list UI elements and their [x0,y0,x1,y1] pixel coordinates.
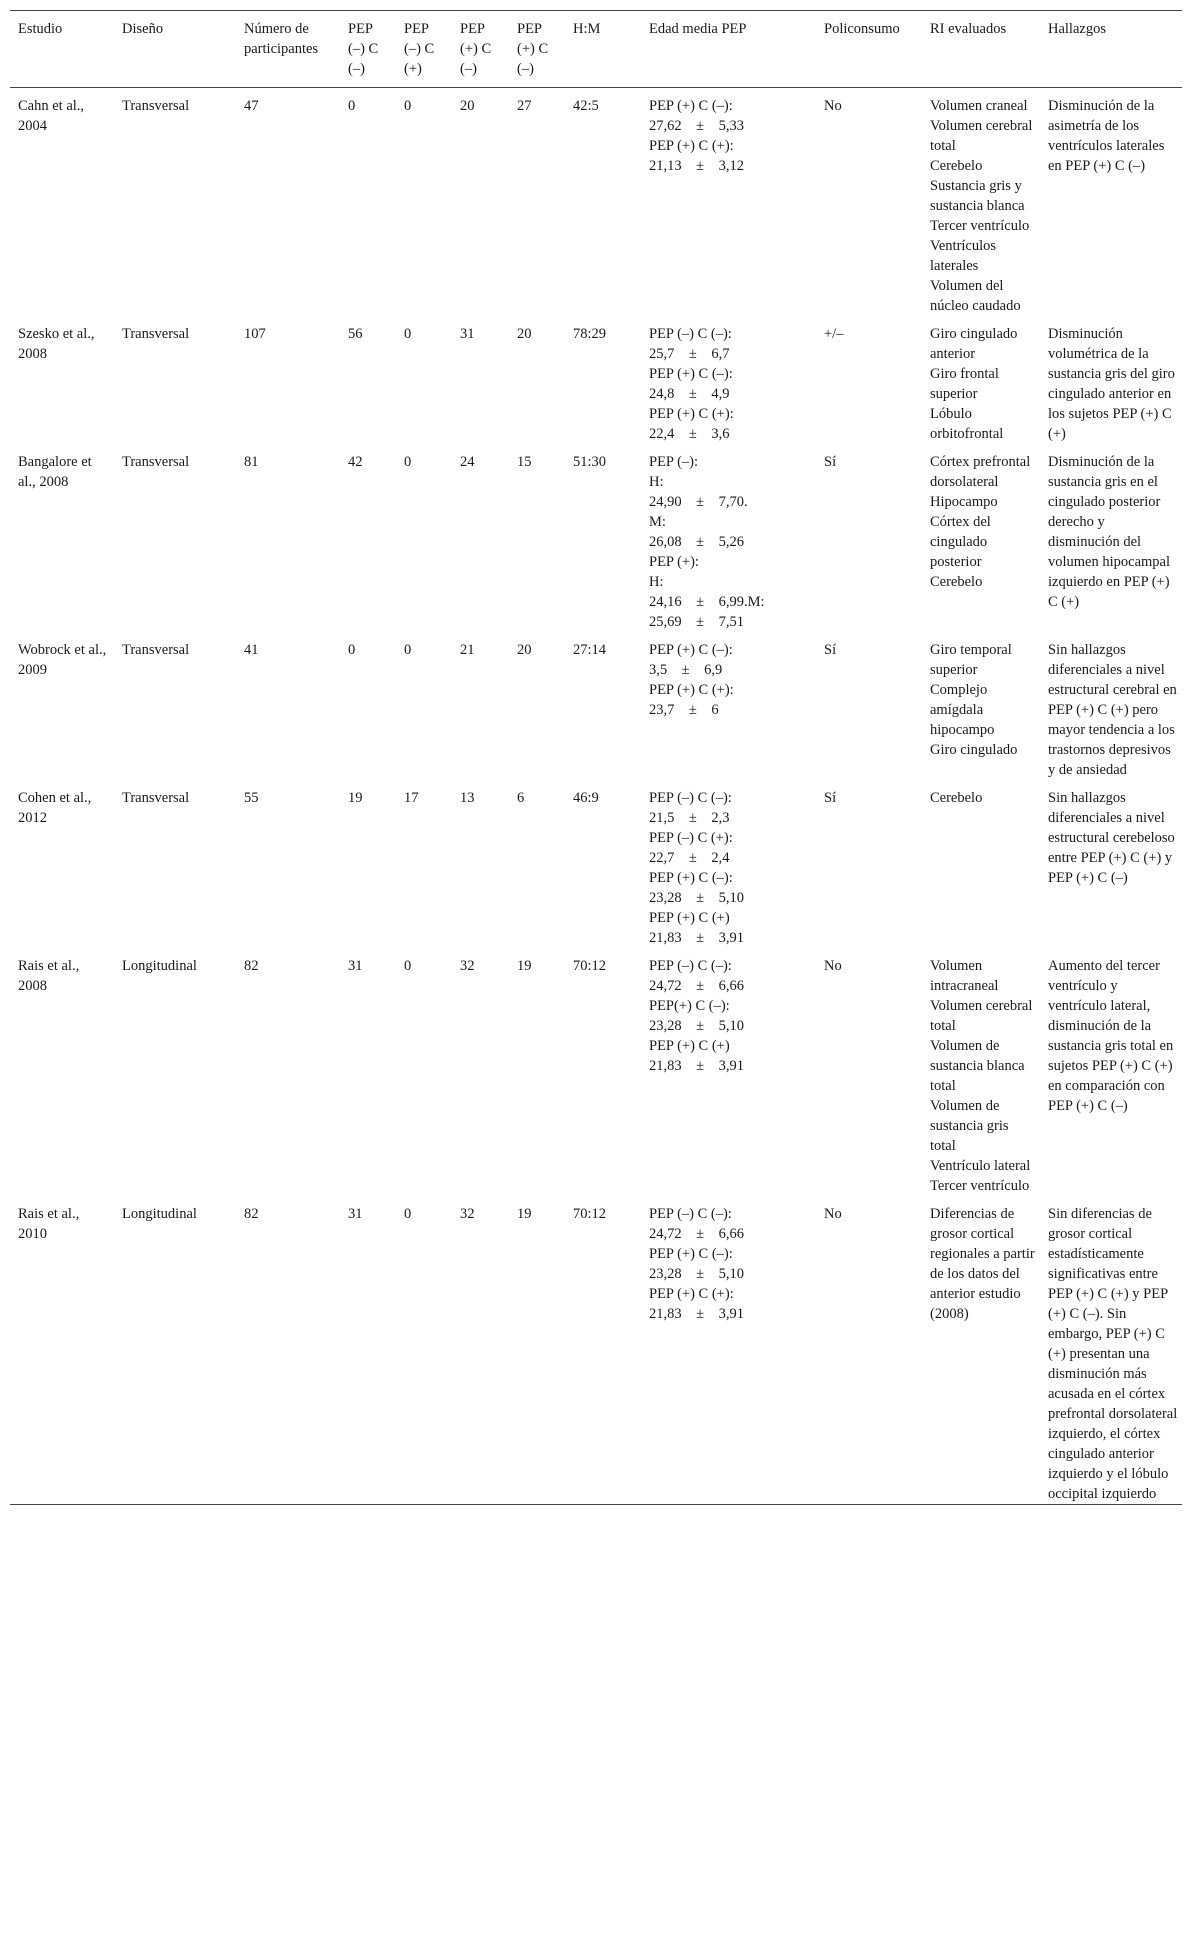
table-row [10,88,1182,317]
age-line: 27,62 ± 5,33 [649,118,744,134]
count-cell: 31 [348,958,363,974]
region-item: Volumen de sustancia blanca total [930,1038,1025,1094]
mean-age-cell [641,316,816,444]
sex-ratio-cell: 78:29 [573,326,607,342]
participants-cell: 107 [244,326,266,342]
table-row [10,632,1182,780]
age-line: PEP (+) C (+): [649,138,734,154]
age-line: PEP (+) C (+): [649,406,734,422]
count-cell: 20 [460,98,475,114]
count-cell: 17 [404,790,419,806]
column-header: PEP (–) C (+) [404,21,435,77]
table-body [10,88,1182,1505]
count-cell: 31 [348,1206,363,1222]
count-cell: 42 [348,454,363,470]
study-cell: Rais et al., 2008 [18,958,80,994]
age-line: 25,7 ± 6,7 [649,346,730,362]
polyconsumption-cell: Sí [824,454,837,470]
participants-cell: 41 [244,642,259,658]
age-line: 24,72 ± 6,66 [649,1226,744,1242]
polyconsumption-cell: No [824,958,842,974]
age-line: 21,83 ± 3,91 [649,930,744,946]
count-cell: 0 [404,326,412,342]
column-header: PEP (+) C (–) [460,21,492,77]
age-line: 22,4 ± 3,6 [649,426,730,442]
findings-cell: Sin hallazgos diferenciales a nivel estructural cerebeloso entre PEP (+) C (+) y PEP (+) C (–) [1048,790,1175,886]
regions-evaluated-cell [922,632,1040,780]
age-line: PEP (+) C (+): [649,682,734,698]
age-line: 3,5 ± 6,9 [649,662,723,678]
age-line: 25,69 ± 7,51 [649,614,744,630]
sex-ratio-cell: 70:12 [573,958,607,974]
age-line: 21,5 ± 2,3 [649,810,730,826]
age-line: 24,16 ± 6,99.M: [649,594,765,610]
table-row [10,316,1182,444]
region-item: Volumen del núcleo caudado [930,278,1021,314]
count-cell: 19 [517,958,532,974]
participants-cell: 47 [244,98,259,114]
mean-age-cell [641,444,816,632]
study-cell: Szesko et al., 2008 [18,326,95,362]
region-item: Giro frontal superior [930,366,999,402]
age-line: 23,28 ± 5,10 [649,890,744,906]
region-item: Sustancia gris y sustancia blanca [930,178,1025,214]
sex-ratio-cell: 42:5 [573,98,599,114]
column-header: Número de participantes [244,21,319,57]
findings-cell: Aumento del tercer ventrículo y ventrículo lateral, disminución de la sustancia gris total en sujetos PEP (+) C (+) en comparación con PEP (+) C (–) [1048,958,1174,1114]
design-cell: Transversal [122,454,190,470]
region-item: Volumen craneal [930,98,1028,114]
age-line: PEP (–) C (–): [649,1206,732,1222]
age-line: PEP (+) C (–): [649,642,733,658]
findings-cell: Disminución de la sustancia gris en el cingulado posterior derecho y disminución del volumen hipocampal izquierdo en PEP (+) C (+) [1048,454,1171,610]
count-cell: 31 [460,326,475,342]
regions-evaluated-cell [922,1196,1040,1505]
region-item: Cerebelo [930,790,983,806]
region-item: Cerebelo [930,158,983,174]
table-row [10,948,1182,1196]
count-cell: 0 [404,98,412,114]
count-cell: 27 [517,98,532,114]
study-cell: Cahn et al., 2004 [18,98,85,134]
age-line: M: [649,514,666,530]
region-item: Hipocampo [930,494,998,510]
design-cell: Transversal [122,326,190,342]
age-line: 26,08 ± 5,26 [649,534,744,550]
column-header: Edad media PEP [649,21,747,37]
age-line: 21,83 ± 3,91 [649,1058,744,1074]
study-cell: Bangalore et al., 2008 [18,454,92,490]
sex-ratio-cell: 51:30 [573,454,607,470]
count-cell: 6 [517,790,525,806]
header-row [10,11,1182,88]
count-cell: 20 [517,642,532,658]
region-item: Volumen cerebral total [930,998,1033,1034]
region-item: Volumen de sustancia gris total [930,1098,1009,1154]
region-item: Giro temporal superior [930,642,1012,678]
age-line: 24,8 ± 4,9 [649,386,730,402]
age-line: 23,28 ± 5,10 [649,1018,744,1034]
study-cell: Cohen et al., 2012 [18,790,92,826]
mean-age-cell [641,1196,816,1505]
participants-cell: 81 [244,454,259,470]
count-cell: 0 [404,454,412,470]
age-line: PEP (+) C (–): [649,366,733,382]
table-header [10,11,1182,88]
age-line: PEP (–) C (–): [649,326,732,342]
age-line: PEP(+) C (–): [649,998,730,1014]
age-line: 21,13 ± 3,12 [649,158,744,174]
age-line: PEP (+) C (+) [649,1038,730,1054]
age-line: PEP (+) C (–): [649,98,733,114]
region-item: Ventrículo lateral [930,1158,1031,1174]
age-line: 21,83 ± 3,91 [649,1306,744,1322]
age-line: PEP (+) C (–): [649,870,733,886]
count-cell: 24 [460,454,475,470]
design-cell: Transversal [122,790,190,806]
age-line: PEP (+) C (+): [649,1286,734,1302]
region-item: Córtex prefrontal dorsolateral [930,454,1031,490]
polyconsumption-cell: Sí [824,642,837,658]
age-line: PEP (+) C (+) [649,910,730,926]
polyconsumption-cell: No [824,98,842,114]
region-item: Volumen cerebral total [930,118,1033,154]
region-item: Tercer ventrículo [930,218,1030,234]
regions-evaluated-cell [922,948,1040,1196]
age-line: PEP (–) C (–): [649,958,732,974]
age-line: 22,7 ± 2,4 [649,850,730,866]
findings-cell: Disminución volumétrica de la sustancia gris del giro cingulado anterior en los sujetos PEP (+) C (+) [1048,326,1175,442]
region-item: Cerebelo [930,574,983,590]
age-line: H: [649,574,664,590]
region-item: Ventrículos laterales [930,238,997,274]
polyconsumption-cell: No [824,1206,842,1222]
design-cell: Transversal [122,642,190,658]
age-line: H: [649,474,664,490]
design-cell: Longitudinal [122,958,197,974]
region-item: Diferencias de grosor cortical regionales a partir de los datos del anterior estudio (2008) [930,1206,1035,1322]
count-cell: 56 [348,326,363,342]
age-line: 24,90 ± 7,70. [649,494,748,510]
sex-ratio-cell: 46:9 [573,790,599,806]
design-cell: Longitudinal [122,1206,197,1222]
participants-cell: 82 [244,958,259,974]
age-line: PEP (–) C (–): [649,790,732,806]
regions-evaluated-cell [922,316,1040,444]
region-item: Tercer ventrículo [930,1178,1030,1194]
count-cell: 15 [517,454,532,470]
findings-cell: Disminución de la asimetría de los ventrículos laterales en PEP (+) C (–) [1048,98,1165,174]
count-cell: 0 [348,642,356,658]
column-header: Hallazgos [1048,21,1106,37]
participants-cell: 55 [244,790,259,806]
studies-table [10,10,1182,1505]
mean-age-cell [641,948,816,1196]
regions-evaluated-cell [922,444,1040,632]
region-item: Giro cingulado anterior [930,326,1018,362]
column-header: Diseño [122,21,164,37]
age-line: PEP (–) C (+): [649,830,733,846]
table-row [10,1196,1182,1505]
mean-age-cell [641,632,816,780]
polyconsumption-cell: Sí [824,790,837,806]
findings-cell: Sin diferencias de grosor cortical estadísticamente significativas entre PEP (+) C (+) y PEP (+) C (–). Sin embargo, PEP (+) C (+) presentan una disminución más acusada en el córtex prefrontal dorsolateral izquierdo, el córtex cingulado anterior izquierdo y el lóbulo occipital izquierdo [1048,1206,1178,1502]
age-line: 24,72 ± 6,66 [649,978,744,994]
region-item: Complejo amígdala hipocampo [930,682,995,738]
age-line: PEP (–): [649,454,699,470]
region-item: Giro cingulado [930,742,1018,758]
column-header: Estudio [18,21,63,37]
regions-evaluated-cell [922,780,1040,948]
mean-age-cell [641,88,816,317]
mean-age-cell [641,780,816,948]
count-cell: 0 [348,98,356,114]
count-cell: 0 [404,642,412,658]
regions-evaluated-cell [922,88,1040,317]
age-line: 23,28 ± 5,10 [649,1266,744,1282]
count-cell: 19 [517,1206,532,1222]
count-cell: 20 [517,326,532,342]
age-line: PEP (+): [649,554,699,570]
participants-cell: 82 [244,1206,259,1222]
count-cell: 21 [460,642,475,658]
region-item: Córtex del cingulado posterior [930,514,991,570]
findings-cell: Sin hallazgos diferenciales a nivel estructural cerebral en PEP (+) C (+) pero mayor tendencia a los trastornos depresivos y de ansiedad [1048,642,1177,778]
region-item: Lóbulo orbitofrontal [930,406,1004,442]
count-cell: 0 [404,1206,412,1222]
study-cell: Rais et al., 2010 [18,1206,80,1242]
column-header: H:M [573,21,601,37]
column-header: RI evaluados [930,21,1007,37]
study-cell: Wobrock et al., 2009 [18,642,107,678]
count-cell: 0 [404,958,412,974]
region-item: Volumen intracraneal [930,958,999,994]
count-cell: 32 [460,1206,475,1222]
column-header: PEP (–) C (–) [348,21,379,77]
table-row [10,780,1182,948]
age-line: PEP (+) C (–): [649,1246,733,1262]
polyconsumption-cell: +/– [824,326,844,342]
age-line: 23,7 ± 6 [649,702,719,718]
design-cell: Transversal [122,98,190,114]
count-cell: 13 [460,790,475,806]
count-cell: 19 [348,790,363,806]
table-row [10,444,1182,632]
count-cell: 32 [460,958,475,974]
sex-ratio-cell: 27:14 [573,642,607,658]
column-header: PEP (+) C (–) [517,21,549,77]
sex-ratio-cell: 70:12 [573,1206,607,1222]
column-header: Policonsumo [824,21,900,37]
